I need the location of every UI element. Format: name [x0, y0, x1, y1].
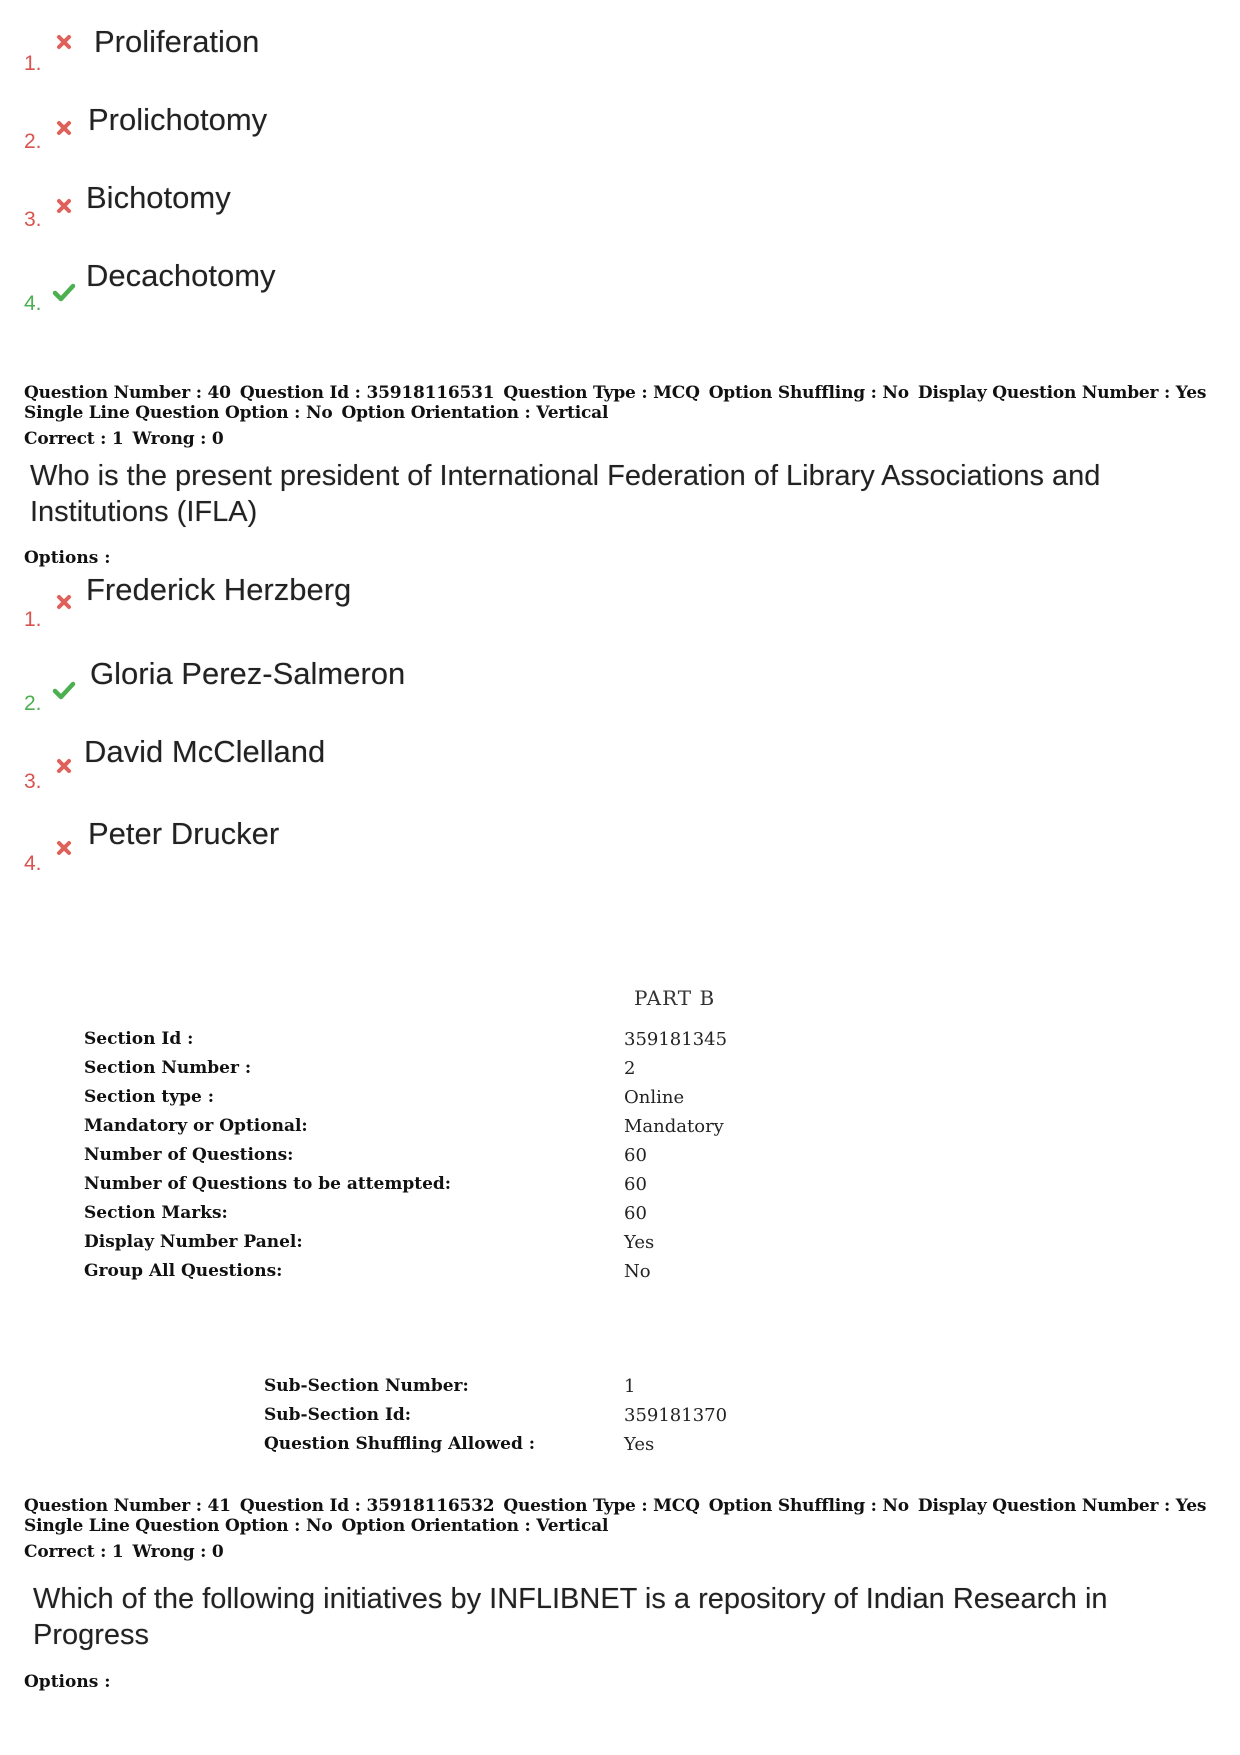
option-text: Gloria Perez-Salmeron: [90, 656, 406, 691]
section-info-value: 359181345: [624, 1029, 728, 1050]
option-number: 3.: [24, 208, 42, 231]
cross-icon: [56, 594, 72, 610]
checkmark-icon: [52, 680, 76, 700]
question-text: Which of the following initiatives by INFLIBNET is a repository of Indian Research in Progress: [33, 1583, 1108, 1651]
section-info-value: Yes: [624, 1232, 655, 1253]
option-orientation: Option Orientation : Vertical: [341, 403, 609, 423]
display-question-number: Display Question Number : Yes: [917, 383, 1207, 403]
question-type: Question Type : MCQ: [503, 1496, 700, 1516]
option-row: [24, 258, 624, 315]
option-number: 4.: [24, 852, 42, 875]
cross-icon: [56, 120, 72, 136]
question-text: Who is the present president of International Federation of Library Associations and Institutions (IFLA): [30, 460, 1101, 528]
option-number: 4.: [24, 292, 42, 315]
section-info-label: Section Id :: [84, 1029, 194, 1049]
option-number: 1.: [24, 608, 42, 631]
option-row: [24, 656, 624, 715]
question-meta-line-2: [24, 1516, 1214, 1536]
subsection-info-value: 359181370: [624, 1405, 728, 1426]
option-shuffling: Option Shuffling : No: [708, 383, 909, 403]
section-info-label: Section Marks:: [84, 1203, 228, 1223]
options-label: Options :: [24, 1672, 111, 1692]
question-meta: [24, 1496, 1214, 1562]
option-orientation: Option Orientation : Vertical: [341, 1516, 609, 1536]
section-info-label: Section type :: [84, 1087, 214, 1107]
single-line-option: Single Line Question Option : No: [24, 403, 333, 423]
option-text: Prolichotomy: [88, 102, 268, 137]
question-id: Question Id : 35918116532: [239, 1496, 495, 1516]
option-text: Bichotomy: [86, 180, 231, 215]
question-type: Question Type : MCQ: [503, 383, 700, 403]
cross-icon: [56, 198, 72, 214]
option-row: [24, 734, 624, 793]
section-info-label: Number of Questions to be attempted:: [84, 1174, 452, 1194]
option-number: 1.: [24, 52, 42, 75]
option-shuffling: Option Shuffling : No: [708, 1496, 909, 1516]
correct-marks: Correct : 1: [24, 1542, 124, 1562]
option-text: David McClelland: [84, 734, 326, 769]
question-meta-line-2: [24, 403, 1214, 423]
section-info-value: No: [624, 1261, 651, 1282]
section-info-value: 2: [624, 1058, 636, 1079]
section-info-label: Group All Questions:: [84, 1261, 283, 1281]
section-info-value: 60: [624, 1145, 647, 1166]
single-line-option: Single Line Question Option : No: [24, 1516, 333, 1536]
question-number: Question Number : 41: [24, 1496, 231, 1516]
cross-icon: [56, 840, 72, 856]
question-marks: [24, 1542, 1214, 1562]
option-text: Decachotomy: [86, 258, 276, 293]
subsection-info-value: Yes: [624, 1434, 655, 1455]
cross-icon: [56, 758, 72, 774]
subsection-info-label: Sub-Section Number:: [264, 1376, 469, 1396]
option-text: Peter Drucker: [88, 816, 280, 851]
display-question-number: Display Question Number : Yes: [917, 1496, 1207, 1516]
section-info-label: Section Number :: [84, 1058, 252, 1078]
question-meta: [24, 383, 1214, 449]
option-number: 2.: [24, 130, 42, 153]
option-number: 2.: [24, 692, 42, 715]
question-meta-line-1: [24, 1496, 1214, 1516]
section-info-label: Display Number Panel:: [84, 1232, 303, 1252]
correct-marks: Correct : 1: [24, 429, 124, 449]
question-marks: [24, 429, 1214, 449]
subsection-info-label: Question Shuffling Allowed :: [264, 1434, 536, 1454]
subsection-info-value: 1: [624, 1376, 636, 1397]
subsection-info-label: Sub-Section Id:: [264, 1405, 412, 1425]
section-title: PART B: [634, 986, 716, 1010]
option-number: 3.: [24, 770, 42, 793]
wrong-marks: Wrong : 0: [132, 429, 224, 449]
section-info-label: Mandatory or Optional:: [84, 1116, 308, 1136]
option-text: Proliferation: [94, 24, 260, 59]
option-row: [24, 102, 624, 153]
option-row: [24, 24, 624, 75]
question-meta-line-1: [24, 383, 1214, 403]
section-info-value: 60: [624, 1174, 647, 1195]
option-text: Frederick Herzberg: [86, 572, 352, 607]
options-label: Options :: [24, 548, 111, 568]
checkmark-icon: [52, 282, 76, 302]
section-info-label: Number of Questions:: [84, 1145, 294, 1165]
option-row: [24, 180, 624, 231]
cross-icon: [56, 34, 72, 50]
section-info-value: 60: [624, 1203, 647, 1224]
wrong-marks: Wrong : 0: [132, 1542, 224, 1562]
option-row: [24, 572, 624, 631]
section-info-value: Mandatory: [624, 1116, 724, 1137]
question-number: Question Number : 40: [24, 383, 231, 403]
section-info-value: Online: [624, 1087, 685, 1108]
option-row: [24, 816, 624, 875]
question-id: Question Id : 35918116531: [239, 383, 495, 403]
